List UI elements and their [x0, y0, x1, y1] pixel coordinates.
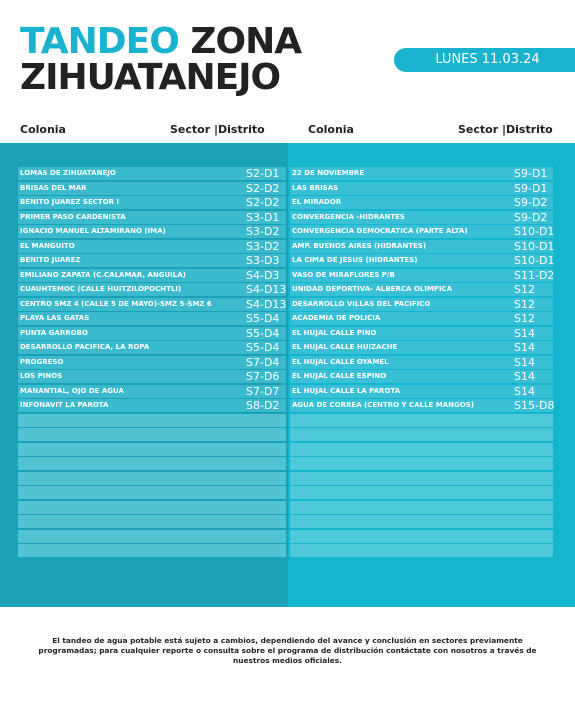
- sector-district-code: S3-D3: [246, 254, 280, 267]
- colonia-name: AMP. BUENOS AIRES (HIDRANTES): [292, 241, 427, 250]
- left-table-row: [18, 298, 286, 311]
- left-table-row: [18, 312, 286, 325]
- colonia-name: LOS PINOS: [20, 372, 63, 380]
- colonia-name: DESARROLLO PACIFICA, LA ROPA: [20, 343, 150, 351]
- sector-district-code: S14: [514, 384, 535, 398]
- sector-district-code: S10-D1: [514, 225, 555, 238]
- colonia-name: EMILIANO ZAPATA (C.CALAMAR, ANGUILA): [20, 270, 186, 279]
- colonia-name: LA CIMA DE JESUS (HIDRANTES): [292, 256, 418, 264]
- sector-district-code: S9-D2: [514, 196, 548, 209]
- right-table-row: [290, 312, 553, 325]
- sector-district-code: S3-D2: [246, 239, 280, 253]
- right-table-row: [290, 356, 553, 369]
- right-table-row: [290, 211, 553, 224]
- colonia-name: EL HUJAL CALLE HUIZACHE: [292, 343, 398, 351]
- sector-district-code: S9-D1: [514, 181, 548, 195]
- sector-district-code: S3-D1: [246, 210, 280, 224]
- left-table-row: [18, 385, 286, 398]
- right-empty-row: [290, 428, 553, 441]
- left-empty-row: [18, 515, 286, 528]
- colonia-name: PUNTA GARROBO: [20, 328, 88, 337]
- left-table-row: [18, 269, 286, 282]
- sector-district-code: S14: [514, 326, 535, 340]
- left-table-row: [18, 196, 286, 209]
- colonia-name: PLAYA LAS GATAS: [20, 314, 90, 322]
- sector-district-code: S12: [514, 297, 535, 311]
- colonia-name: MANANTIAL, OJO DE AGUA: [20, 386, 124, 395]
- right-sector-header: Sector |Distrito: [458, 123, 553, 136]
- right-empty-row: [290, 501, 553, 514]
- left-empty-row: [18, 486, 286, 499]
- colonia-name: INFONAVIT LA PAROTA: [20, 401, 109, 409]
- right-table-row: [290, 370, 553, 383]
- left-table-row: [18, 211, 286, 224]
- colonia-name: CENTRO SMZ 4 (CALLE 5 DE MAYO)-SMZ 5-SMZ 6: [20, 299, 212, 308]
- sector-district-code: S5-D4: [246, 312, 280, 325]
- left-empty-row: [18, 544, 286, 557]
- colonia-name: ACADEMIA DE POLICIA: [292, 314, 381, 322]
- right-table-row: [290, 298, 553, 311]
- title-zona-word: ZONA: [190, 21, 302, 62]
- left-table-row: [18, 356, 286, 369]
- left-table-row: [18, 283, 286, 296]
- left-table-row: [18, 254, 286, 267]
- sector-district-code: S2-D1: [246, 167, 280, 180]
- colonia-name: BRISAS DEL MAR: [20, 183, 87, 192]
- left-table-row: [18, 399, 286, 412]
- left-table-row: [18, 327, 286, 340]
- colonia-name: BENITO JUAREZ SECTOR I: [20, 198, 120, 206]
- right-table-row: [290, 283, 553, 296]
- title-line-2: ZIHUATANEJO: [20, 57, 281, 98]
- right-empty-row: [290, 530, 553, 543]
- sector-district-code: S14: [514, 341, 535, 354]
- colonia-name: UNIDAD DEPORTIVA- ALBERCA OLIMPICA: [292, 285, 453, 293]
- sector-district-code: S2-D2: [246, 196, 280, 209]
- title-line-1: [20, 21, 380, 62]
- sector-district-code: S12: [514, 312, 535, 325]
- sector-district-code: S11-D2: [514, 268, 555, 282]
- sector-district-code: S10-D1: [514, 254, 555, 267]
- sector-district-code: S4-D13: [246, 283, 287, 296]
- right-empty-row: [290, 472, 553, 485]
- left-empty-row: [18, 414, 286, 427]
- colonia-name: LOMAS DE ZIHUATANEJO: [20, 169, 116, 177]
- sector-district-code: S2-D2: [246, 181, 280, 195]
- sector-district-code: S7-D4: [246, 355, 280, 369]
- sector-district-code: S5-D4: [246, 326, 280, 340]
- sector-district-code: S10-D1: [514, 239, 555, 253]
- colonia-name: AGUA DE CORREA (CENTRO Y CALLE MANGOS): [292, 401, 474, 409]
- right-table-row: [290, 327, 553, 340]
- sector-district-code: S3-D2: [246, 225, 280, 238]
- right-colonia-header: Colonia: [308, 123, 354, 136]
- sector-district-code: S8-D2: [246, 399, 280, 412]
- sector-district-code: S4-D13: [246, 297, 287, 311]
- right-table-row: [290, 167, 553, 180]
- right-table-row: [290, 182, 553, 195]
- sector-district-code: S7-D6: [246, 370, 280, 383]
- sector-district-code: S12: [514, 283, 535, 296]
- left-table-row: [18, 167, 286, 180]
- left-sector-header: Sector |Distrito: [170, 123, 265, 136]
- title-accent-word: TANDEO: [20, 21, 179, 62]
- colonia-name: CONVERGENCIA DEMOCRATICA (PARTE ALTA): [292, 227, 468, 235]
- right-empty-row: [290, 544, 553, 557]
- colonia-name: EL HUJAL CALLE OYAMEL: [292, 357, 389, 366]
- colonia-name: PRIMER PASO CARDENISTA: [20, 212, 126, 221]
- left-table-row: [18, 182, 286, 195]
- right-table-row: [290, 240, 553, 253]
- sector-district-code: S9-D1: [514, 167, 548, 180]
- colonia-name: EL HUJAL CALLE LA PAROTA: [292, 386, 401, 395]
- page-title: [20, 21, 380, 98]
- left-empty-row: [18, 457, 286, 470]
- right-table-row: [290, 399, 553, 412]
- colonia-name: EL MANGUITO: [20, 241, 75, 250]
- left-empty-row: [18, 428, 286, 441]
- sector-district-code: S14: [514, 370, 535, 383]
- right-empty-row: [290, 486, 553, 499]
- left-table-row: [18, 225, 286, 238]
- colonia-name: IGNACIO MANUEL ALTAMIRANO (IMA): [20, 227, 166, 235]
- left-table-row: [18, 370, 286, 383]
- right-table-row: [290, 385, 553, 398]
- sector-district-code: S9-D2: [514, 210, 548, 224]
- footer-disclaimer: El tandeo de agua potable está sujeto a cambios, dependiendo del avance y conclusión en sectores previamente programadas; para cualquier reporte o consulta sobre el programa de distribución contáctate con nosotros a través de nuestros medios oficiales.: [38, 636, 537, 665]
- date-badge: LUNES 11.03.24: [394, 48, 575, 72]
- right-table-row: [290, 196, 553, 209]
- right-empty-row: [290, 414, 553, 427]
- right-empty-row: [290, 515, 553, 528]
- left-table-row: [18, 240, 286, 253]
- left-empty-row: [18, 530, 286, 543]
- left-empty-row: [18, 443, 286, 456]
- sector-district-code: S15-D8: [514, 399, 555, 412]
- left-empty-row: [18, 472, 286, 485]
- sector-district-code: S14: [514, 355, 535, 369]
- left-empty-row: [18, 501, 286, 514]
- colonia-name: EL HUJAL CALLE ESPINO: [292, 372, 387, 380]
- right-table-row: [290, 254, 553, 267]
- colonia-name: LAS BRISAS: [292, 183, 339, 192]
- colonia-name: BENITO JUAREZ: [20, 256, 81, 264]
- left-table-row: [18, 341, 286, 354]
- colonia-name: EL HUJAL CALLE PINO: [292, 328, 377, 337]
- right-empty-row: [290, 443, 553, 456]
- right-table-row: [290, 269, 553, 282]
- colonia-name: PROGRESO: [20, 357, 64, 366]
- right-table-row: [290, 225, 553, 238]
- colonia-name: CUAUHTEMOC (CALLE HUITZILOPOCHTLI): [20, 285, 182, 293]
- right-table-row: [290, 341, 553, 354]
- left-colonia-header: Colonia: [20, 123, 66, 136]
- colonia-name: CONVERGENCIA -HIDRANTES: [292, 212, 405, 221]
- right-empty-row: [290, 457, 553, 470]
- colonia-name: DESARROLLO VILLAS DEL PACIFICO: [292, 299, 431, 308]
- colonia-name: EL MIRADOR: [292, 198, 342, 206]
- colonia-name: VASO DE MIRAFLORES P/B: [292, 270, 395, 279]
- sector-district-code: S5-D4: [246, 341, 280, 354]
- sector-district-code: S4-D3: [246, 268, 280, 282]
- colonia-name: 22 DE NOVIEMBRE: [292, 169, 365, 177]
- sector-district-code: S7-D7: [246, 384, 280, 398]
